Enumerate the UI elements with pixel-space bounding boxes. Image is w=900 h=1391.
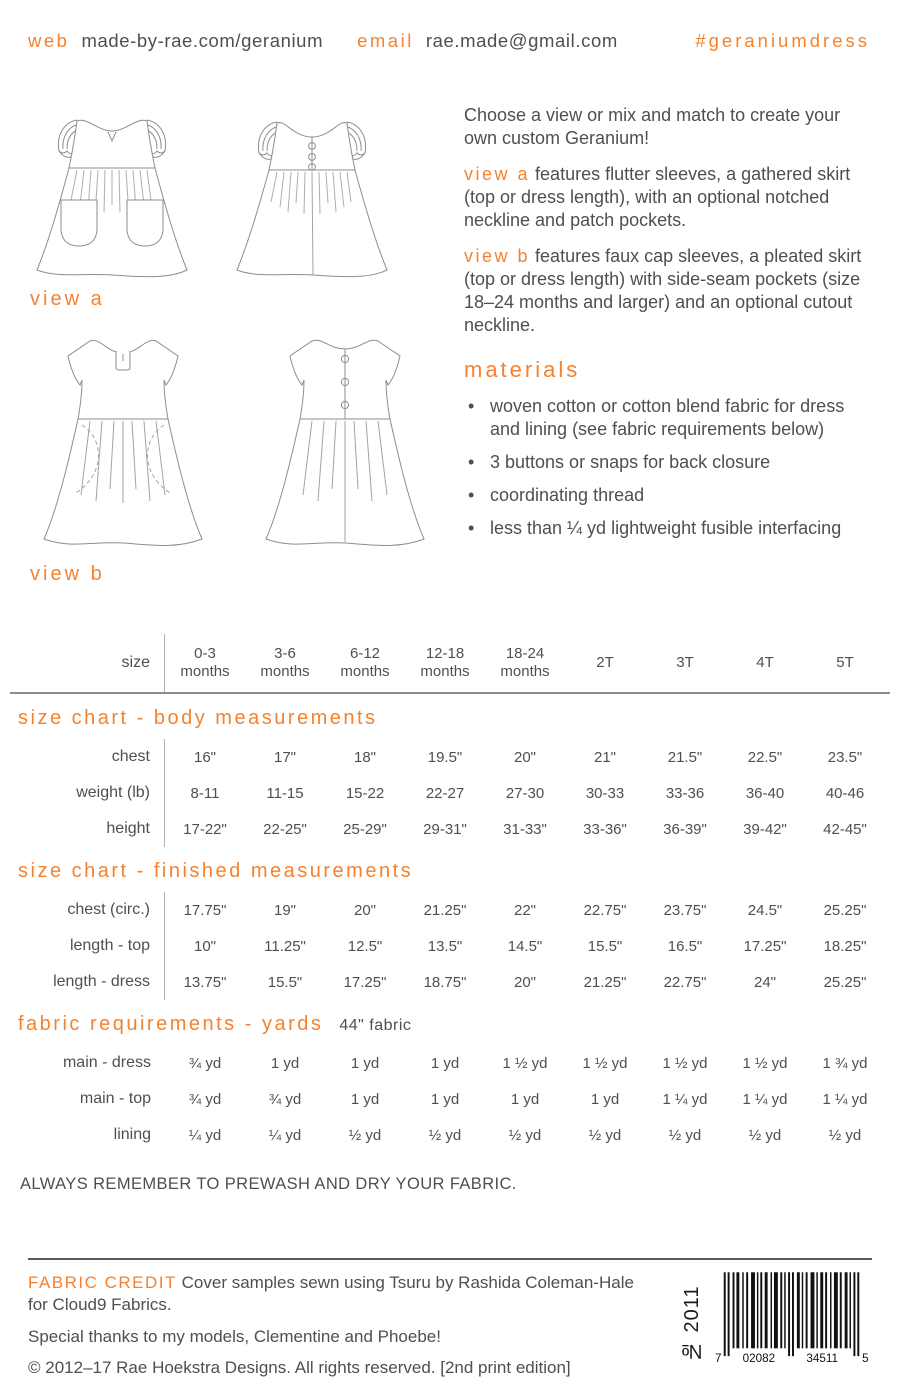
table-cell: 1 ¼ yd: [822, 1090, 868, 1108]
row-label: main - dress: [62, 1054, 151, 1071]
view-a-label: view a: [30, 288, 105, 310]
table-cell: 1 ½ yd: [662, 1054, 708, 1072]
view-b-drawings: [20, 327, 458, 559]
row-label: height: [0, 811, 165, 847]
table-cell: ¼ yd: [188, 1126, 222, 1144]
size-column-header: 12-18 months: [420, 645, 470, 680]
copyright-note: © 2012–17 Rae Hoekstra Designs. All rights reserved. [2nd print edition]: [28, 1358, 571, 1378]
table-cell: 1 yd: [270, 1054, 300, 1072]
view-a-lead: view a: [464, 164, 531, 185]
table-cell: ¼ yd: [268, 1126, 302, 1144]
size-column-header: 2T: [596, 654, 614, 671]
table-cell: 1 yd: [510, 1090, 540, 1108]
table-cell: 1 yd: [590, 1090, 620, 1108]
fabric-requirements-heading: fabric requirements - yards: [18, 1013, 324, 1035]
table-row: [0, 892, 885, 928]
table-cell: 22.5": [747, 748, 783, 766]
table-cell: 18": [353, 748, 376, 766]
description-column: [458, 104, 872, 586]
materials-item: • 3 buttons or snaps for back closure: [464, 451, 872, 474]
table-cell: 16": [193, 748, 216, 766]
fabric-width-note: 44" fabric: [339, 1017, 412, 1034]
table-cell: 1 ¼ yd: [742, 1090, 788, 1108]
table-cell: 36-39": [663, 820, 707, 838]
barcode: [714, 1272, 870, 1372]
table-cell: 15-22: [345, 784, 385, 802]
table-cell: 30-33: [585, 784, 625, 802]
table-cell: 17": [273, 748, 296, 766]
email-address: rae.made@gmail.com: [425, 30, 618, 51]
size-column-header: 0-3 months: [180, 645, 230, 680]
table-cell: 40-46: [825, 784, 865, 802]
table-cell: 1 ½ yd: [582, 1054, 628, 1072]
size-column-header: 6-12 months: [340, 645, 390, 680]
barcode-group-2: 34511: [806, 1351, 839, 1365]
size-column-header: 3-6 months: [260, 645, 310, 680]
table-cell: 42-45": [823, 820, 867, 838]
barcode-group-1: 02082: [742, 1351, 776, 1365]
table-row: [0, 964, 885, 1000]
table-cell: 33-36": [583, 820, 627, 838]
finished-measurements-heading: size chart - finished measurements: [18, 860, 414, 882]
size-header-row: [0, 634, 885, 692]
table-cell: 16.5": [667, 937, 703, 955]
table-cell: 29-31": [423, 820, 467, 838]
table-cell: 21.25": [583, 973, 627, 991]
table-cell: 12.5": [347, 937, 383, 955]
size-column-header: 4T: [756, 654, 774, 671]
table-cell: 10": [193, 937, 216, 955]
view-a-drawings: [20, 104, 458, 284]
row-label: weight (lb): [0, 775, 165, 811]
table-row: [0, 811, 885, 847]
views-section: [0, 104, 900, 586]
intro-text: Choose a view or mix and match to create your own custom Geranium!: [464, 105, 841, 149]
table-cell: ½ yd: [828, 1126, 862, 1144]
pattern-number: № 2011: [681, 1285, 703, 1363]
fabric-credit-label: FABRIC CREDIT: [28, 1273, 177, 1292]
table-cell: 15.5": [587, 937, 623, 955]
table-cell: 22-25": [263, 820, 307, 838]
barcode-block: [681, 1272, 870, 1389]
table-cell: 20": [353, 901, 376, 919]
table-cell: 22-27: [425, 784, 465, 802]
view-a-description: view a features flutter sleeves, a gathered skirt (top or dress length), with an optional notched neckline and patch pockets.: [464, 164, 851, 231]
table-cell: 17.75": [183, 901, 227, 919]
table-cell: ½ yd: [508, 1126, 542, 1144]
prewash-note: ALWAYS REMEMBER TO PREWASH AND DRY YOUR FABRIC.: [20, 1175, 517, 1193]
size-column-header: 18-24 months: [500, 645, 550, 680]
table-cell: 1 ¼ yd: [662, 1090, 708, 1108]
materials-item: • less than ¼ yd lightweight fusible interfacing: [464, 517, 872, 540]
table-cell: 25.25": [823, 973, 867, 991]
table-row: [0, 1117, 885, 1153]
row-label: chest: [0, 739, 165, 775]
hashtag: #geraniumdress: [695, 30, 870, 51]
table-cell: 14.5": [507, 937, 543, 955]
table-cell: ½ yd: [748, 1126, 782, 1144]
email-label: email: [357, 30, 414, 51]
size-column-header: 3T: [676, 654, 694, 671]
fabric-credit: FABRIC CREDIT Cover samples sewn using Tsuru by Rashida Coleman-Hale for Cloud9 Fabrics.: [28, 1273, 634, 1315]
table-cell: 27-30: [505, 784, 545, 802]
row-label: length - dress: [0, 964, 165, 1000]
table-cell: 1 ½ yd: [742, 1054, 788, 1072]
materials-item: • woven cotton or cotton blend fabric for dress and lining (see fabric requirements below): [464, 395, 872, 441]
table-cell: 1 ¾ yd: [822, 1054, 868, 1072]
table-cell: 1 ½ yd: [502, 1054, 548, 1072]
table-cell: 22.75": [583, 901, 627, 919]
table-cell: 21.25": [423, 901, 467, 919]
table-cell: 25.25": [823, 901, 867, 919]
materials-list: [464, 395, 872, 540]
table-row: [0, 739, 885, 775]
table-cell: 36-40: [745, 784, 785, 802]
table-cell: 22": [513, 901, 536, 919]
table-cell: 13.75": [183, 973, 227, 991]
body-measurements-heading: size chart - body measurements: [18, 707, 378, 729]
table-cell: 1 yd: [350, 1054, 380, 1072]
illustrations-column: [20, 104, 458, 586]
row-label: lining: [113, 1126, 151, 1143]
footer: [0, 1260, 900, 1389]
table-cell: 17-22": [183, 820, 227, 838]
table-cell: 20": [513, 748, 536, 766]
table-cell: 23.5": [827, 748, 863, 766]
table-cell: 21": [593, 748, 616, 766]
table-cell: 1 yd: [430, 1090, 460, 1108]
view-b-lead: view b: [464, 246, 531, 267]
table-cell: 19": [273, 901, 296, 919]
view-b-back-illustration: [248, 327, 442, 559]
table-cell: ½ yd: [348, 1126, 382, 1144]
table-cell: 22.75": [663, 973, 707, 991]
size-charts-section: [0, 634, 900, 1153]
table-row: [0, 1045, 885, 1081]
table-cell: 24.5": [747, 901, 783, 919]
table-cell: ½ yd: [428, 1126, 462, 1144]
size-corner-label: size: [0, 634, 165, 692]
table-cell: 18.25": [823, 937, 867, 955]
table-cell: 31-33": [503, 820, 547, 838]
barcode-image: [714, 1272, 870, 1372]
table-cell: 1 yd: [350, 1090, 380, 1108]
table-cell: 18.75": [423, 973, 467, 991]
table-cell: 33-36: [665, 784, 705, 802]
table-cell: 17.25": [743, 937, 787, 955]
table-cell: 11.25": [264, 937, 306, 955]
view-b-front-illustration: [26, 327, 220, 559]
thanks-note: Special thanks to my models, Clementine and Phoebe!: [28, 1326, 441, 1346]
table-cell: ½ yd: [668, 1126, 702, 1144]
table-cell: 13.5": [427, 937, 463, 955]
credits-block: [28, 1272, 648, 1389]
view-b-label: view b: [30, 563, 105, 585]
table-cell: ¾ yd: [188, 1054, 222, 1072]
row-label: chest (circ.): [0, 892, 165, 928]
table-row: [0, 928, 885, 964]
table-cell: 15.5": [267, 973, 303, 991]
table-cell: 25-29": [343, 820, 387, 838]
row-label: main - top: [79, 1090, 151, 1107]
table-cell: 24": [753, 973, 776, 991]
table-cell: 39-42": [743, 820, 787, 838]
table-cell: ¾ yd: [188, 1090, 222, 1108]
table-cell: 1 yd: [430, 1054, 460, 1072]
table-row: [0, 775, 885, 811]
view-a-front-illustration: [26, 104, 198, 284]
materials-item: • coordinating thread: [464, 484, 872, 507]
table-cell: 8-11: [190, 784, 220, 802]
table-row: [0, 1081, 885, 1117]
barcode-left-digit: 7: [714, 1351, 722, 1365]
materials-heading: materials: [464, 357, 581, 383]
table-cell: 21.5": [667, 748, 703, 766]
size-column-header: 5T: [836, 654, 854, 671]
view-b-description: view b features faux cap sleeves, a pleated skirt (top or dress length) with side-seam pockets (size 18–24 months and larger) and an optional cutout neckline.: [464, 246, 862, 336]
table-cell: 23.75": [663, 901, 707, 919]
barcode-right-digit: 5: [862, 1351, 869, 1365]
table-cell: 19.5": [427, 748, 463, 766]
table-cell: ¾ yd: [268, 1090, 302, 1108]
web-url: made-by-rae.com/geranium: [81, 30, 324, 51]
table-cell: ½ yd: [588, 1126, 622, 1144]
web-label: web: [28, 30, 70, 51]
table-cell: 20": [513, 973, 536, 991]
table-cell: 11-15: [266, 784, 304, 802]
table-cell: 17.25": [343, 973, 387, 991]
view-a-back-illustration: [226, 106, 398, 284]
header-divider: [10, 692, 890, 694]
contact-bar: [0, 0, 900, 52]
row-label: length - top: [0, 928, 165, 964]
